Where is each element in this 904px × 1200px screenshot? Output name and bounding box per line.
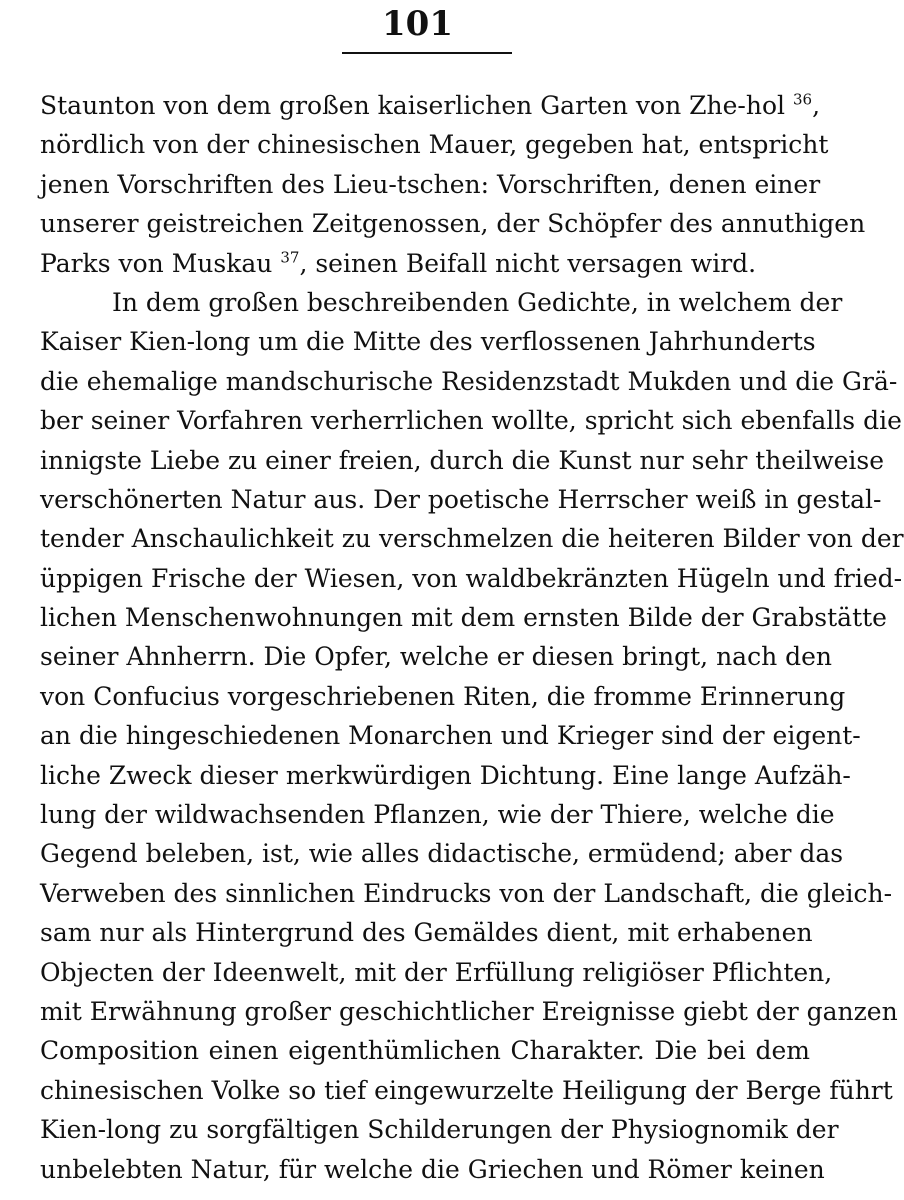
text-line: chinesischen Volke so tief eingewurzelte Heiligung der Berge führt	[40, 1075, 893, 1105]
text-line: unbelebten Natur, für welche die Griechen und Römer keinen	[40, 1154, 825, 1184]
text-line	[40, 165, 821, 204]
text-segment: ,	[812, 91, 821, 120]
text-line: seiner Ahnherrn. Die Opfer, welche er diesen bringt, nach den	[40, 642, 833, 672]
text-segment: , seinen Beifall nicht versagen wird.	[299, 248, 757, 278]
text-line: ber seiner Vorfahren verherrlichen wollte, spricht sich ebenfalls die	[40, 406, 902, 436]
text-line: lichen Menschenwohnungen mit dem ernsten Bilde der Grabstätte	[40, 603, 887, 633]
paragraph-2	[40, 283, 904, 1189]
text-line: liche Zweck dieser merkwürdigen Dichtung. Eine lange Aufzäh-	[40, 760, 851, 790]
text-line: In dem großen beschreibenden Gedichte, in welchem der	[112, 287, 843, 317]
text-line: die ehemalige mandschurische Residenzstadt Mukden und die Grä-	[40, 366, 898, 396]
text-line	[40, 244, 810, 283]
text-line: Kaiser Kien-long um die Mitte des verflossenen Jahrhunderts	[40, 327, 816, 357]
text-line	[40, 86, 821, 125]
text-line: Kien-long zu sorgfältigen Schilderungen der Physiognomik der	[40, 1115, 839, 1145]
footnote-ref: 37	[280, 248, 300, 267]
text-line: sam nur als Hintergrund des Gemäldes dient, mit erhabenen	[40, 918, 813, 948]
text-line: an die hingeschiedenen Monarchen und Krieger sind der eigent-	[40, 721, 861, 751]
paragraph-1	[40, 86, 866, 283]
text-line	[40, 204, 866, 243]
text-segment: Parks von Muskau	[40, 248, 281, 278]
text-line	[40, 125, 829, 164]
text-line: Objecten der Ideenwelt, mit der Erfüllung religiöser Pflichten,	[40, 957, 833, 987]
text-line: tender Anschaulichkeit zu verschmelzen die heiteren Bilder von der	[40, 524, 904, 554]
header-rule	[342, 52, 512, 54]
text-line: innigste Liebe zu einer freien, durch die Kunst nur sehr theilweise	[40, 445, 885, 475]
text-line: verschönerten Natur aus. Der poetische Herrscher weiß in gestal-	[40, 484, 882, 514]
text-segment: Staunton von dem großen kaiserlichen Garten von Zhe-hol	[40, 91, 793, 120]
text-segment: nördlich von der chinesischen Mauer, gegeben hat, entspricht	[40, 130, 829, 160]
text-line: lung der wildwachsenden Pflanzen, wie der Thiere, welche die	[40, 800, 835, 830]
text-line: üppigen Frische der Wiesen, von waldbekränzten Hügeln und fried-	[40, 563, 903, 593]
text-segment: unserer geistreichen Zeitgenossen, der Schöpfer des annuthigen	[40, 209, 866, 239]
text-line: Gegend beleben, ist, wie alles didactische, ermüdend; aber das	[40, 839, 844, 869]
text-segment: jenen Vorschriften des Lieu-tschen: Vorschriften, denen einer	[40, 169, 821, 199]
body-text	[40, 86, 904, 1189]
text-line: Composition einen eigenthümlichen Charakter. Die bei dem	[40, 1036, 810, 1066]
text-line: von Confucius vorgeschriebenen Riten, die fromme Erinnerung	[40, 681, 846, 711]
text-line: mit Erwähnung großer geschichtlicher Ereignisse giebt der ganzen	[40, 996, 898, 1026]
page-number: 101	[382, 4, 453, 44]
footnote-ref: 36	[792, 90, 813, 109]
text-line: Verweben des sinnlichen Eindrucks von der Landschaft, die gleich-	[40, 878, 893, 908]
